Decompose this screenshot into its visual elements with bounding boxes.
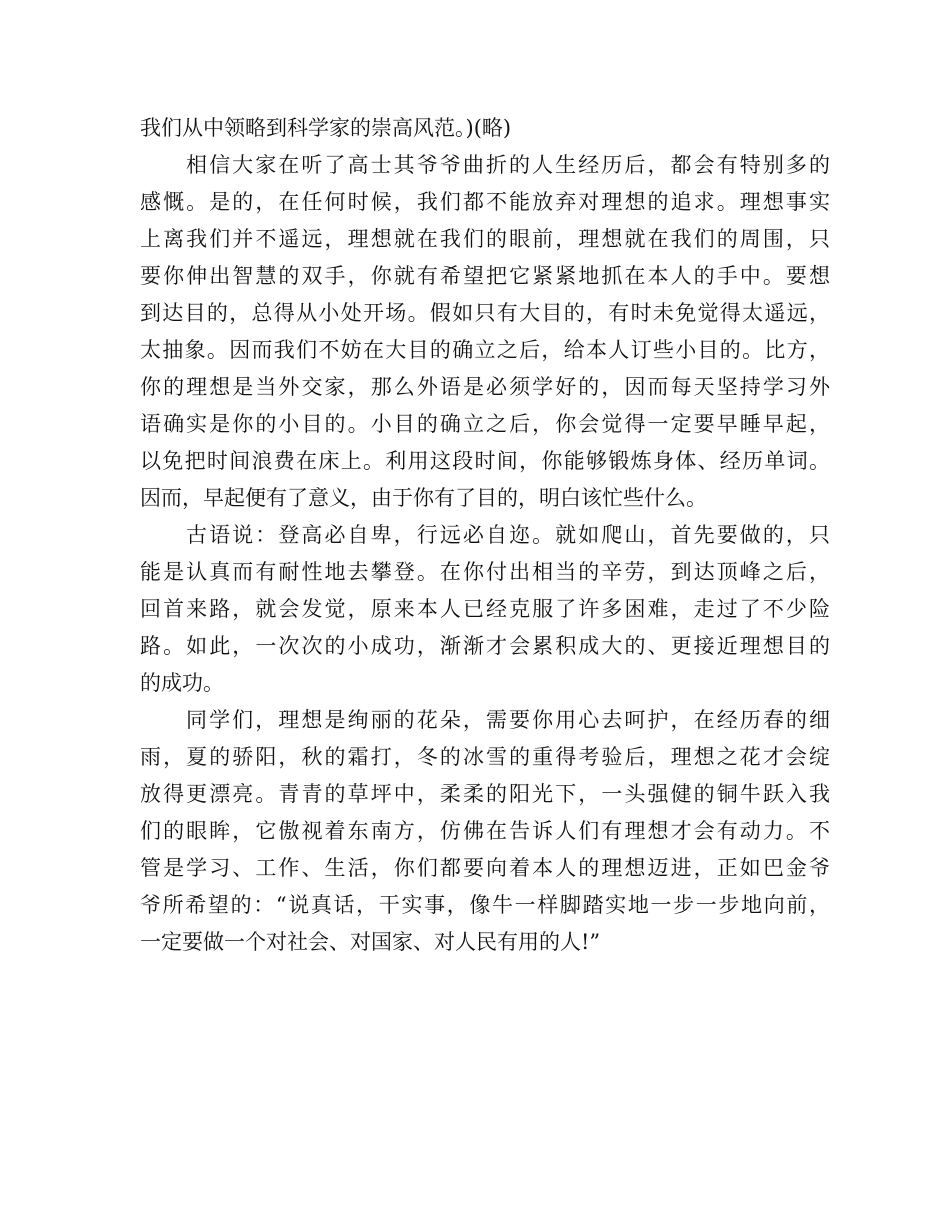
text-line: 路。如此，一次次的小成功，渐渐才会累积成大的、更接近理想目的 <box>140 634 830 658</box>
text-line: 感慨。是的，在任何时候，我们都不能放弃对理想的追求。理想事实 <box>140 190 830 214</box>
text-line: 爷所希望的：“说真话，干实事，像牛一样脚踏实地一步一步地向前， <box>140 893 830 917</box>
text-line: 到达目的，总得从小处开场。假如只有大目的，有时未免觉得太遥远， <box>140 301 830 325</box>
paragraph-start-line: 相信大家在听了高士其爷爷曲折的人生经历后，都会有特别多的 <box>186 153 830 177</box>
text-line: 要你伸出智慧的双手，你就有希望把它紧紧地抓在本人的手中。要想 <box>140 264 830 288</box>
text-line: 上离我们并不遥远，理想就在我们的眼前，理想就在我们的周围，只 <box>140 227 830 251</box>
text-line: 以免把时间浪费在床上。利用这段时间，你能够锻炼身体、经历单词。 <box>140 449 830 473</box>
text-line: 回首来路，就会发觉，原来本人已经克服了许多困难，走过了不少险 <box>140 597 830 621</box>
paragraph-start-line: 同学们，理想是绚丽的花朵，需要你用心去呵护，在经历春的细 <box>186 708 830 732</box>
text-line: 管是学习、工作、生活，你们都要向着本人的理想迈进，正如巴金爷 <box>140 856 830 880</box>
paragraph-start-line: 古语说：登高必自卑，行远必自迩。就如爬山，首先要做的，只 <box>186 523 830 547</box>
text-line: 放得更漂亮。青青的草坪中，柔柔的阳光下，一头强健的铜牛跃入我 <box>140 782 830 806</box>
text-line: 能是认真而有耐性地去攀登。在你付出相当的辛劳，到达顶峰之后， <box>140 560 830 584</box>
text-line: 因而，早起便有了意义，由于你有了目的，明白该忙些什么。 <box>140 486 707 510</box>
body-text <box>140 110 830 961</box>
text-line: 雨，夏的骄阳，秋的霜打，冬的冰雪的重得考验后，理想之花才会绽 <box>140 745 830 769</box>
text-line: 的成功。 <box>140 671 224 695</box>
text-line: 语确实是你的小目的。小目的确立之后，你会觉得一定要早睡早起， <box>140 412 830 436</box>
text-line: 我们从中领略到科学家的崇高风范。)(略) <box>140 116 512 140</box>
text-line: 们的眼眸，它傲视着东南方，仿佛在告诉人们有理想才会有动力。不 <box>140 819 830 843</box>
text-line: 你的理想是当外交家，那么外语是必须学好的，因而每天坚持学习外 <box>140 375 830 399</box>
text-line: 一定要做一个对社会、对国家、对人民有用的人!” <box>140 930 601 954</box>
text-line: 太抽象。因而我们不妨在大目的确立之后，给本人订些小目的。比方， <box>140 338 830 362</box>
